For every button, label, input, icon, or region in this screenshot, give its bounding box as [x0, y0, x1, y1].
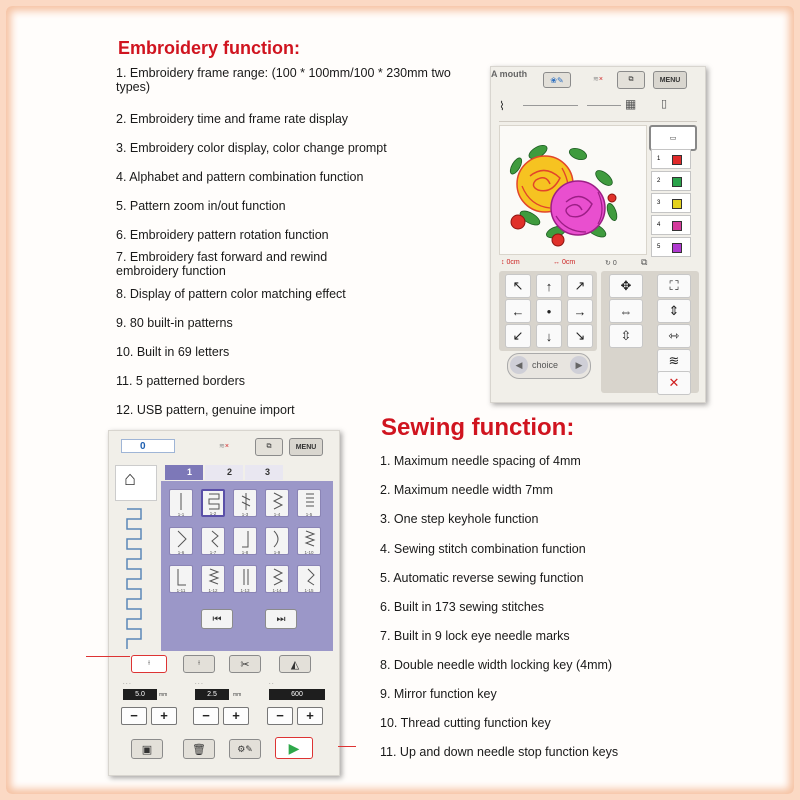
menu-button[interactable]: MENU [653, 71, 687, 89]
time-line [587, 105, 621, 106]
page-next-button[interactable] [265, 609, 297, 629]
speed-label: · · [269, 681, 274, 687]
scissors-icon: ✂ [240, 658, 250, 671]
needle-icon: ⍿ [148, 660, 150, 667]
skip-back-icon: ⏮ [212, 613, 222, 625]
presser-foot-indicator [115, 465, 157, 501]
list-item: 10. Built in 69 letters [116, 345, 230, 359]
list-item: 5. Automatic reverse sewing function [380, 571, 584, 585]
stitch-length-label: · · · [123, 681, 131, 687]
stretch-vertical-icon[interactable]: ⇕ [657, 299, 691, 323]
size-icon: ▯ [661, 98, 668, 110]
color-slot[interactable] [651, 171, 691, 191]
tab-2[interactable]: 2 [205, 465, 243, 480]
mirror-button[interactable] [279, 655, 311, 673]
sewing-heading: Sewing function: [381, 414, 575, 441]
edit-button[interactable] [229, 739, 261, 759]
stitch-length-minus-button[interactable]: − [121, 707, 147, 725]
chevron-left-icon[interactable]: ◀ [510, 356, 528, 374]
list-item: 3. Embroidery color display, color change prompt [116, 141, 387, 155]
stitch-width-minus-button[interactable]: − [193, 707, 219, 725]
mode-switch-button[interactable]: ⧉ [255, 438, 283, 456]
list-item: 8. Display of pattern color matching effect [116, 287, 346, 301]
color-slot[interactable] [651, 215, 691, 235]
compress-vertical-icon[interactable]: ⇳ [609, 324, 643, 348]
stitch-button[interactable]: 1-5 [297, 489, 321, 517]
product-panel [6, 6, 794, 794]
move-x-readout: ↕ 0cm [501, 259, 520, 266]
center-dot-icon[interactable]: ● [536, 299, 562, 323]
save-icon: ▣ [141, 743, 153, 756]
stitch-length-plus-button[interactable]: + [151, 707, 177, 725]
trash-icon: 🗑 [192, 743, 206, 756]
list-item: 3. One step keyhole function [380, 512, 539, 526]
move-y-readout: ↔ 0cm [553, 259, 576, 266]
list-item: 2. Maximum needle width 7mm [380, 483, 553, 497]
list-item: 1. Embroidery frame range: (100 * 100mm/100 * 230mm two types) [116, 66, 451, 94]
page-prev-button[interactable] [201, 609, 233, 629]
list-item: 6. Built in 173 sewing stitches [380, 600, 544, 614]
unit-label: mm [159, 692, 168, 698]
stitch-button[interactable]: 1-15 [297, 565, 321, 593]
list-item: 5. Pattern zoom in/out function [116, 199, 286, 213]
edit-pad [601, 271, 699, 393]
frame-icon: ▦ [625, 97, 637, 111]
progress-line [523, 105, 578, 106]
arrow-pad [499, 271, 597, 351]
color-swatch [672, 221, 682, 231]
color-slot-number: 2 [657, 178, 661, 184]
list-item: 7. Embroidery fast forward and rewind embroidery function [116, 250, 328, 278]
arrow-up-icon[interactable]: ↑ [536, 274, 562, 298]
tab-1[interactable]: 1 [165, 465, 203, 480]
list-item: 11. Up and down needle stop function keys [380, 745, 619, 759]
wifi-off-icon: ≋ × [593, 75, 603, 83]
pattern-name: A mouth [491, 69, 528, 79]
arrow-left-icon[interactable]: ← [505, 299, 531, 323]
wifi-off-icon: ≋ × [219, 442, 229, 450]
stitch-button[interactable]: 1-13 [233, 565, 257, 593]
speed-value: 600 [269, 689, 325, 700]
stitch-button[interactable]: 1-8 [233, 527, 257, 555]
list-item: 8. Double needle width locking key (4mm) [380, 658, 613, 672]
arrow-down-left-icon[interactable]: ↙ [505, 324, 531, 348]
color-slot-number: 5 [657, 244, 661, 250]
stitch-counter-value: 0 [140, 441, 146, 452]
color-swatch [672, 155, 682, 165]
needle-stop-button[interactable] [131, 655, 167, 673]
save-button[interactable] [131, 739, 163, 759]
presser-foot-icon: ⌂ [124, 468, 137, 490]
embroidery-screen [490, 66, 706, 403]
stitch-preview-icon [119, 505, 151, 655]
compress-horizontal-icon[interactable]: ⇿ [657, 324, 691, 348]
reverse-sewing-button[interactable] [183, 655, 215, 673]
pattern-preview [499, 125, 647, 255]
list-item: 6. Embroidery pattern rotation function [116, 228, 329, 242]
color-slot-number: 1 [657, 156, 661, 162]
status-bar [499, 95, 697, 122]
needle-foot-icon: ⌇ [499, 99, 505, 113]
zoom-out-icon[interactable]: ⛶ [657, 274, 691, 298]
arrow-right-icon[interactable]: → [567, 299, 593, 323]
stitch-button[interactable]: 1-7 [201, 527, 225, 555]
arrow-up-right-icon[interactable]: ↗ [567, 274, 593, 298]
color-slot[interactable] [651, 149, 691, 169]
list-item: 9. 80 built-in patterns [116, 316, 233, 330]
stitch-button[interactable]: 1-9 [265, 527, 289, 555]
color-swatch [672, 243, 682, 253]
copy-icon: ⧉ [641, 257, 648, 267]
list-item: 10. Thread cutting function key [380, 716, 551, 730]
stitch-width-plus-button[interactable]: + [223, 707, 249, 725]
stitch-width-label: · · · [195, 681, 203, 687]
color-slot-number: 3 [657, 200, 661, 206]
embroidery-heading: Embroidery function: [118, 38, 301, 58]
menu-button[interactable]: MENU [289, 438, 323, 456]
sewing-screen [108, 430, 340, 776]
stitch-button[interactable]: 1-3 [233, 489, 257, 517]
choice-label: choice [532, 360, 559, 370]
rotation-readout: ↻ 0 [605, 260, 617, 267]
stitch-width-value: 2.5 [195, 689, 229, 700]
embroidery-mode-icon[interactable]: ❀✎ [543, 72, 571, 88]
tab-3[interactable]: 3 [245, 465, 283, 480]
play-icon: ▶ [288, 739, 300, 756]
stitch-button[interactable]: 1-6 [169, 527, 193, 555]
stitch-grid [161, 481, 333, 651]
arrow-up-left-icon[interactable]: ↖ [505, 274, 531, 298]
stitch-counter [121, 439, 175, 453]
stitch-button[interactable]: 1-14 [265, 565, 289, 593]
mirror-icon: ◭ [290, 658, 300, 671]
arrow-down-right-icon[interactable]: ↘ [567, 324, 593, 348]
stitch-button[interactable]: 1-2 [201, 489, 225, 517]
delete-button[interactable] [183, 739, 215, 759]
edit-icon: ⚙✎ [237, 743, 253, 754]
stitch-length-value: 5.0 [123, 689, 157, 700]
speed-plus-button[interactable]: + [297, 707, 323, 725]
color-slot-number: 4 [657, 222, 661, 228]
stitch-button[interactable]: 1-11 [169, 565, 193, 593]
list-item: 1. Maximum needle spacing of 4mm [380, 454, 581, 468]
list-item: 11. 5 patterned borders [116, 374, 246, 388]
list-item: 4. Alphabet and pattern combination function [116, 170, 364, 184]
frame-select-button[interactable]: ▭ [649, 125, 697, 151]
color-slot[interactable] [651, 193, 691, 213]
stitch-button[interactable]: 1-4 [265, 489, 289, 517]
zoom-in-icon[interactable]: ✥ [609, 274, 643, 298]
rose-pattern-image [500, 126, 646, 254]
stitch-button[interactable]: 1-12 [201, 565, 225, 593]
list-item: 4. Sewing stitch combination function [380, 542, 586, 556]
list-item: 7. Built in 9 lock eye needle marks [380, 629, 570, 643]
skip-forward-icon: ⏭ [276, 613, 286, 625]
reverse-icon: ⍿ [198, 660, 200, 667]
arrow-down-icon[interactable]: ↓ [536, 324, 562, 348]
unit-label: mm [233, 692, 242, 698]
choice-selector[interactable] [507, 353, 591, 379]
list-item: 9. Mirror function key [380, 687, 497, 701]
stretch-horizontal-icon[interactable]: ⇔ [609, 299, 643, 323]
list-item: 2. Embroidery time and frame rate display [116, 112, 349, 126]
speed-minus-button[interactable]: − [267, 707, 293, 725]
frame-move-button[interactable]: ⧉ [617, 71, 645, 89]
chevron-right-icon[interactable]: ▶ [570, 356, 588, 374]
stitch-button[interactable]: 1-10 [297, 527, 321, 555]
callout-line [86, 656, 130, 657]
list-item: 12. USB pattern, genuine import [116, 403, 295, 417]
thread-cut-button[interactable] [229, 655, 261, 673]
close-icon[interactable]: ✕ [657, 371, 691, 395]
stitch-button[interactable]: 1-1 [169, 489, 193, 517]
color-slot[interactable] [651, 237, 691, 257]
color-swatch [672, 177, 682, 187]
layers-icon[interactable]: ≋ [657, 349, 691, 373]
start-button[interactable] [275, 737, 313, 759]
color-swatch [672, 199, 682, 209]
callout-line [338, 746, 356, 747]
